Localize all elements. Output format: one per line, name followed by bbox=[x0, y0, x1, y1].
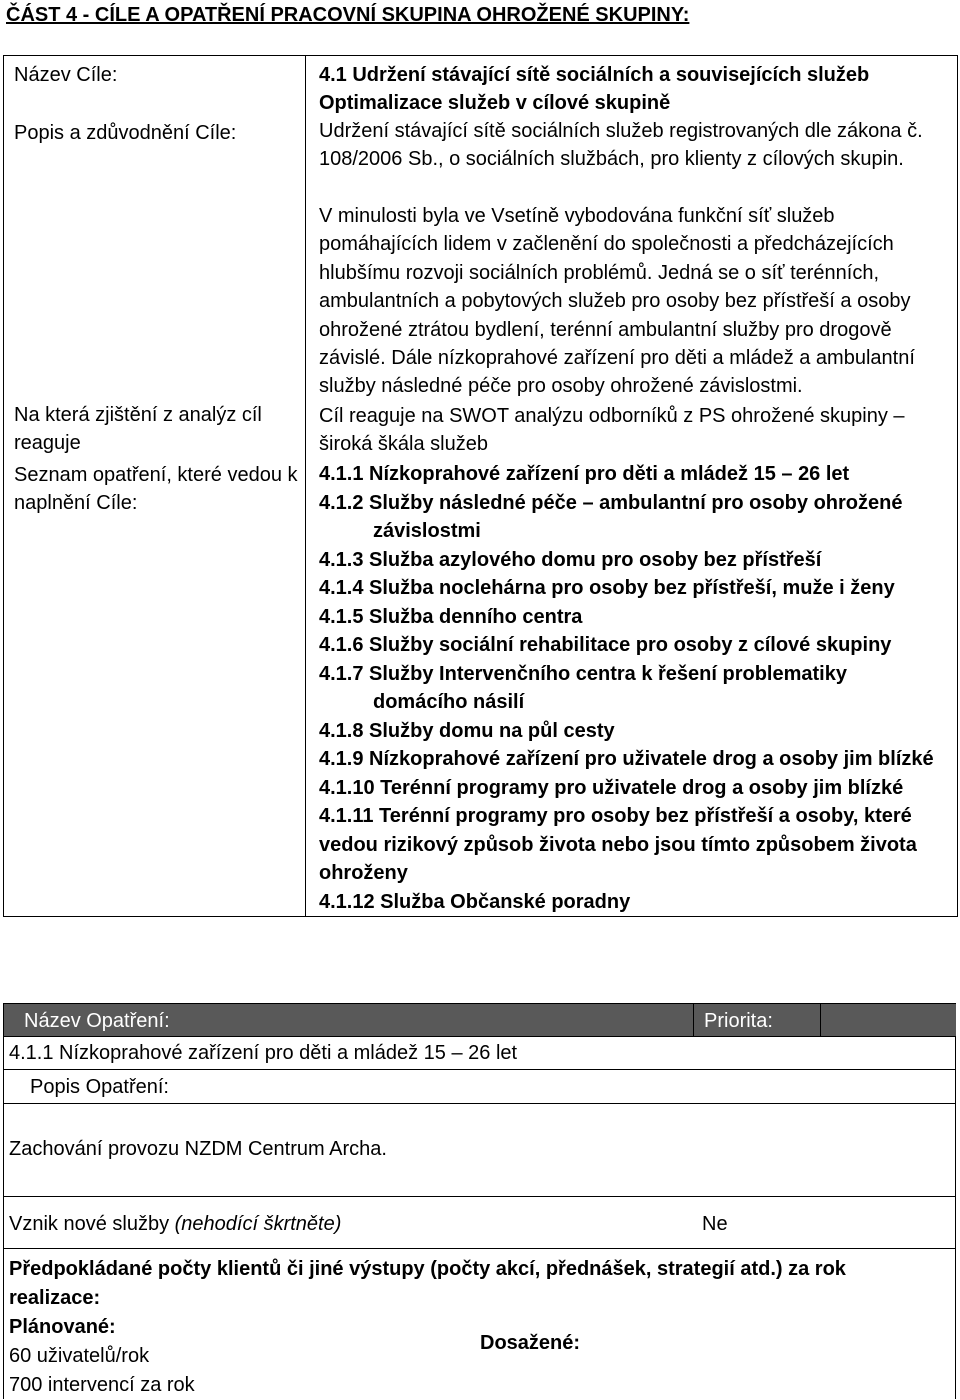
list-item: 4.1.12 Služba Občanské poradny bbox=[319, 890, 631, 913]
new-service-label-wrap bbox=[9, 1211, 341, 1237]
goal-findings-label: Na která zjištění z analýz cíl reaguje bbox=[14, 404, 262, 454]
measure-name: 4.1.1 Nízkoprahové zařízení pro děti a mládež 15 – 26 let bbox=[9, 1042, 518, 1064]
measure-description: Zachování provozu NZDM Centrum Archa. bbox=[9, 1138, 387, 1160]
measure-description-label: Popis Opatření: bbox=[30, 1076, 169, 1098]
new-service-hint: (nehodící škrtněte) bbox=[174, 1213, 342, 1235]
new-service-label: Vznik nové služby bbox=[9, 1213, 170, 1235]
list-item: 4.1.10 Terénní programy pro uživatele drog a osoby jim blízké bbox=[319, 776, 904, 799]
priority-cell bbox=[693, 1004, 821, 1036]
goal-description-label: Popis a zdůvodnění Cíle: bbox=[14, 122, 237, 144]
planned-users: 60 uživatelů/rok bbox=[9, 1345, 150, 1367]
goal-description-2: V minulosti byla ve Vsetíně vybodována funkční síť služeb pomáhajících lidem v začlenění do společnosti a předcházejících hlubšímu rozvoji sociálních problémů. Jedná se o síť terénních, ambulantních a pobytových služeb pro osoby bez přístřeší a osoby ohrožené ztrátou bydlení, terénní ambulantní služby pro drogově závislé. Dále nízkoprahové zařízení pro děti a mládež a ambulantní služby následné péče pro osoby ohrožené závislostmi. bbox=[319, 205, 915, 398]
column-divider bbox=[305, 56, 306, 916]
list-item-continuation: závislostmi bbox=[373, 520, 481, 542]
list-item: 4.1.4 Služba noclehárna pro osoby bez přístřeší, muže i ženy bbox=[319, 577, 895, 599]
list-item: 4.1.3 Služba azylového domu pro osoby bez přístřeší bbox=[319, 548, 822, 571]
list-item: 4.1.6 Služby sociální rehabilitace pro osoby z cílové skupiny bbox=[319, 634, 892, 656]
measure-name-row bbox=[3, 1037, 956, 1069]
priority-label: Priorita: bbox=[704, 1010, 773, 1032]
list-item: 4.1.9 Nízkoprahové zařízení pro uživatele drog a osoby jim blízké bbox=[319, 748, 934, 770]
list-item: 4.1.11 Terénní programy pro osoby bez přístřeší a osoby, které vedou rizikový způsob života nebo jsou tímto způsobem života ohroženy bbox=[319, 805, 917, 884]
planned-label: Plánované: bbox=[9, 1316, 116, 1338]
goal-name-label: Název Cíle: bbox=[14, 64, 118, 86]
measure-description-row bbox=[3, 1103, 956, 1197]
list-item: 4.1.8 Služby domu na půl cesty bbox=[319, 719, 615, 742]
planned-interventions: 700 intervencí za rok bbox=[9, 1374, 195, 1396]
list-item: 4.1.2 Služby následné péče – ambulantní pro osoby ohrožené bbox=[319, 491, 903, 514]
expected-outputs-row bbox=[3, 1249, 956, 1399]
section-heading: ČÁST 4 - CÍLE A OPATŘENÍ PRACOVNÍ SKUPINA OHROŽENÉ SKUPINY: bbox=[6, 4, 690, 26]
goal-subname: Optimalizace služeb v cílové skupině bbox=[319, 92, 671, 114]
priority-value-cell bbox=[820, 1004, 956, 1036]
goal-measures-label: Seznam opatření, které vedou k naplnění Cíle: bbox=[14, 464, 298, 514]
goal-table bbox=[3, 55, 958, 917]
achieved-label: Dosažené: bbox=[480, 1332, 581, 1354]
measure-header-row bbox=[3, 1003, 956, 1037]
goal-name: 4.1 Udržení stávající sítě sociálních a souvisejících služeb bbox=[319, 64, 870, 86]
new-service-row bbox=[3, 1197, 956, 1249]
new-service-value: Ne bbox=[702, 1213, 728, 1235]
expected-outputs-label: Předpokládané počty klientů či jiné výstupy (počty akcí, přednášek, strategií atd.) za rok realizace: bbox=[9, 1258, 846, 1309]
list-item: 4.1.1 Nízkoprahové zařízení pro děti a mládež 15 – 26 let bbox=[319, 463, 850, 485]
measures-list bbox=[319, 460, 954, 916]
goal-description-1: Udržení stávající sítě sociálních služeb registrovaných dle zákona č. 108/2006 Sb., o sociálních službách, pro klienty z cílových skupin. bbox=[319, 120, 923, 171]
list-item: 4.1.5 Služba denního centra bbox=[319, 605, 583, 628]
goal-findings: Cíl reaguje na SWOT analýzu odborníků z PS ohrožené skupiny – široká škála služeb bbox=[319, 405, 905, 456]
list-item-continuation: domácího násilí bbox=[373, 691, 525, 713]
list-item: 4.1.7 Služby Intervenčního centra k řešení problematiky bbox=[319, 662, 847, 685]
measure-name-label: Název Opatření: bbox=[24, 1010, 170, 1032]
measure-description-label-row bbox=[3, 1069, 956, 1103]
